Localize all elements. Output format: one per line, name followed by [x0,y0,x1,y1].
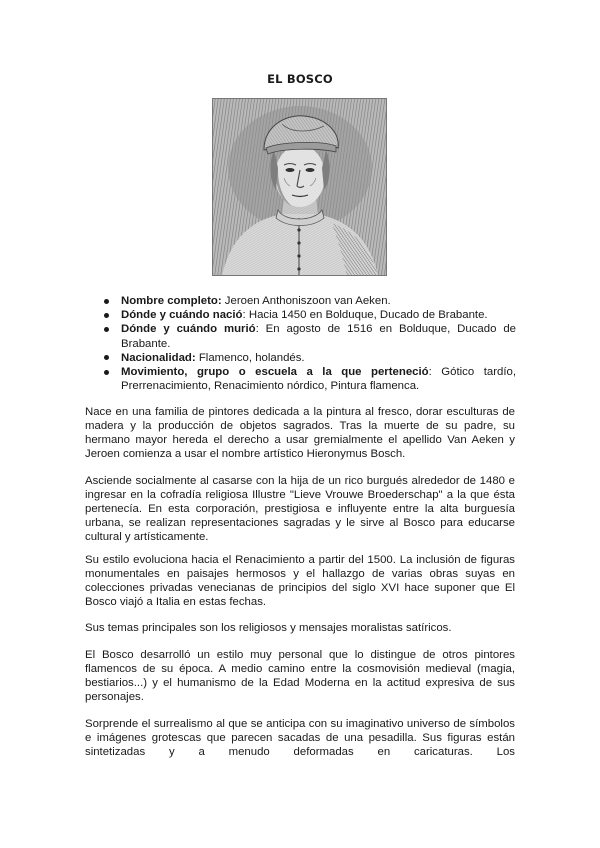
fact-label: Nacionalidad: [121,351,196,364]
paragraph-social-rise: Asciende socialmente al casarse con la hija de un rico burgués alrededor de 1480 e ingresar en la cofradía religiosa Illustre "Lieve Vrouwe Broederschap" a la que ésta pertenecía. En esta corporación, prestigiosa e influyente entre la alta burguesía urbana, se realizan representaciones sagradas y le sirve al Bosco para educarse cultural y artísticamente. [85,475,515,543]
bullet-icon [104,355,109,360]
fact-label: Dónde y cuándo nació [121,309,243,322]
paragraph-origins: Nace en una familia de pintores dedicada a la pintura al fresco, dorar esculturas de madera y la producción de objetos sagrados. Tras la muerte de su padre, su hermano mayor hereda el derecho a usar gremialmente el apellido Van Aeken y Jeroen comienza a usar el nombre artístico Hieronymus Bosch. [85,406,515,460]
paragraph-themes: Sus temas principales son los religiosos y mensajes moralistas satíricos. [85,622,452,634]
list-item [104,308,516,322]
fact-value: : Hacia 1450 en Bolduque, Ducado de Brabante. [242,309,488,322]
portrait-engraving [212,98,387,276]
paragraph-personal-style: El Bosco desarrolló un estilo muy personal que lo distingue de otros pintores flamencos de su época. A medio camino entre la cosmovisión medieval (magia, bestiarios...) y el humanismo de la Edad Moderna en la actitud expresiva de sus personajes. [85,649,515,703]
list-item [104,322,516,350]
paragraph-surrealism: Sorprende el surrealismo al que se anticipa con su imaginativo universo de símbolos e imágenes grotescas que parecen sacadas de una pesadilla. Sus figuras están sintetizadas y a menudo deformadas en caricaturas. Los [85,718,515,758]
fact-value: : Gótico tardío, Prerrenacimiento, Renacimiento nórdico, Pintura flamenca. [121,366,516,393]
fact-value: Jeroen Anthoniszoon van Aeken. [221,295,391,307]
fact-label: Movimiento, grupo o escuela a la que perteneció [121,366,429,379]
list-item [104,294,516,308]
bullet-icon [104,370,109,375]
fact-list [104,294,516,393]
fact-value: : En agosto de 1516 en Bolduque, Ducado de Brabante. [121,323,516,350]
fact-label: Dónde y cuándo murió [121,323,256,336]
bullet-icon [104,313,109,318]
fact-value: Flamenco, holandés. [195,351,305,364]
page-title: EL BOSCO [267,72,333,86]
bullet-icon [104,327,109,332]
bullet-icon [104,299,109,304]
list-item [104,365,516,393]
list-item [104,351,516,365]
fact-label: Nombre completo: [121,295,222,307]
paragraph-style-evolution: Su estilo evoluciona hacia el Renacimiento a partir del 1500. La inclusión de figuras monumentales en paisajes hermosos y el hallazgo de varias obras suyas en colecciones privadas venecianas de principios del siglo XVI hace suponer que El Bosco viajó a Italia en estas fechas. [85,554,515,608]
